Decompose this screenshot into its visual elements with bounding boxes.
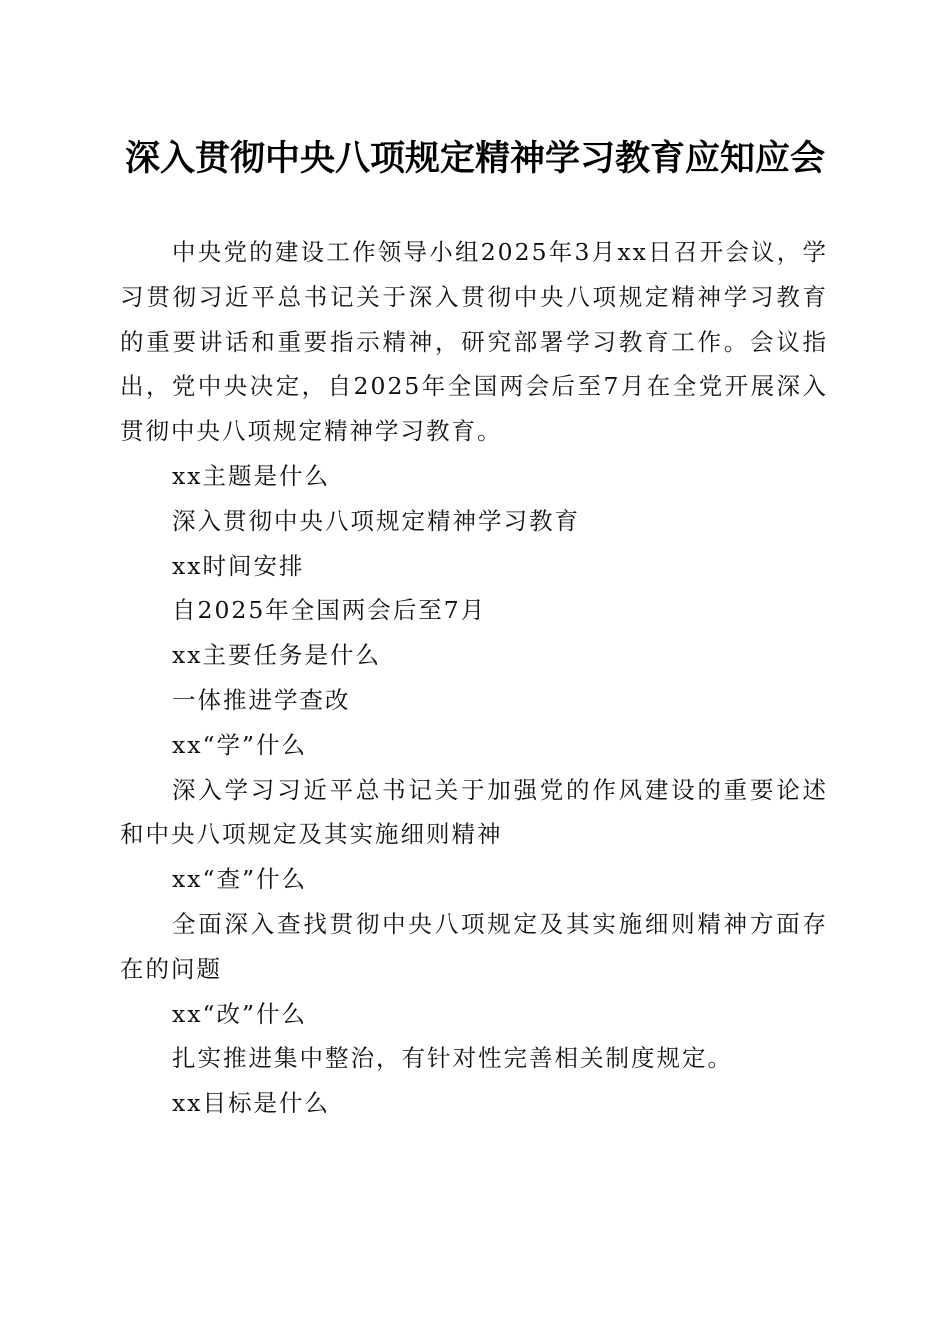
intro-paragraph: 中央党的建设工作领导小组2025年3月xx日召开会议，学习贯彻习近平总书记关于深入贯彻中央八项规定精神学习教育的重要讲话和重要指示精神，研究部署学习教育工作。会议指出，党中央决定，自2025年全国两会后至7月在全党开展深入贯彻中央八项规定精神学习教育。 [120,238,828,446]
question-goal: xx目标是什么 [172,1089,331,1118]
question-schedule: xx时间安排 [172,551,305,580]
answer-check: 全面深入查找贯彻中央八项规定及其实施细则精神方面存在的问题 [120,909,828,983]
question-check: xx“查”什么 [172,865,308,894]
answer-schedule: 自2025年全国两会后至7月 [172,596,487,625]
answer-correct: 扎实推进集中整治，有针对性完善相关制度规定。 [172,1044,733,1073]
question-correct: xx“改”什么 [172,999,308,1028]
document-body [120,230,828,1126]
answer-theme: 深入贯彻中央八项规定精神学习教育 [172,506,580,535]
question-theme: xx主题是什么 [172,461,331,490]
question-main-task: xx主要任务是什么 [172,641,382,670]
question-study: xx“学”什么 [172,730,308,759]
answer-study: 深入学习习近平总书记关于加强党的作风建设的重要论述和中央八项规定及其实施细则精神 [120,775,828,849]
answer-main-task: 一体推进学查改 [172,685,351,714]
document-title: 深入贯彻中央八项规定精神学习教育应知应会 [124,138,825,179]
